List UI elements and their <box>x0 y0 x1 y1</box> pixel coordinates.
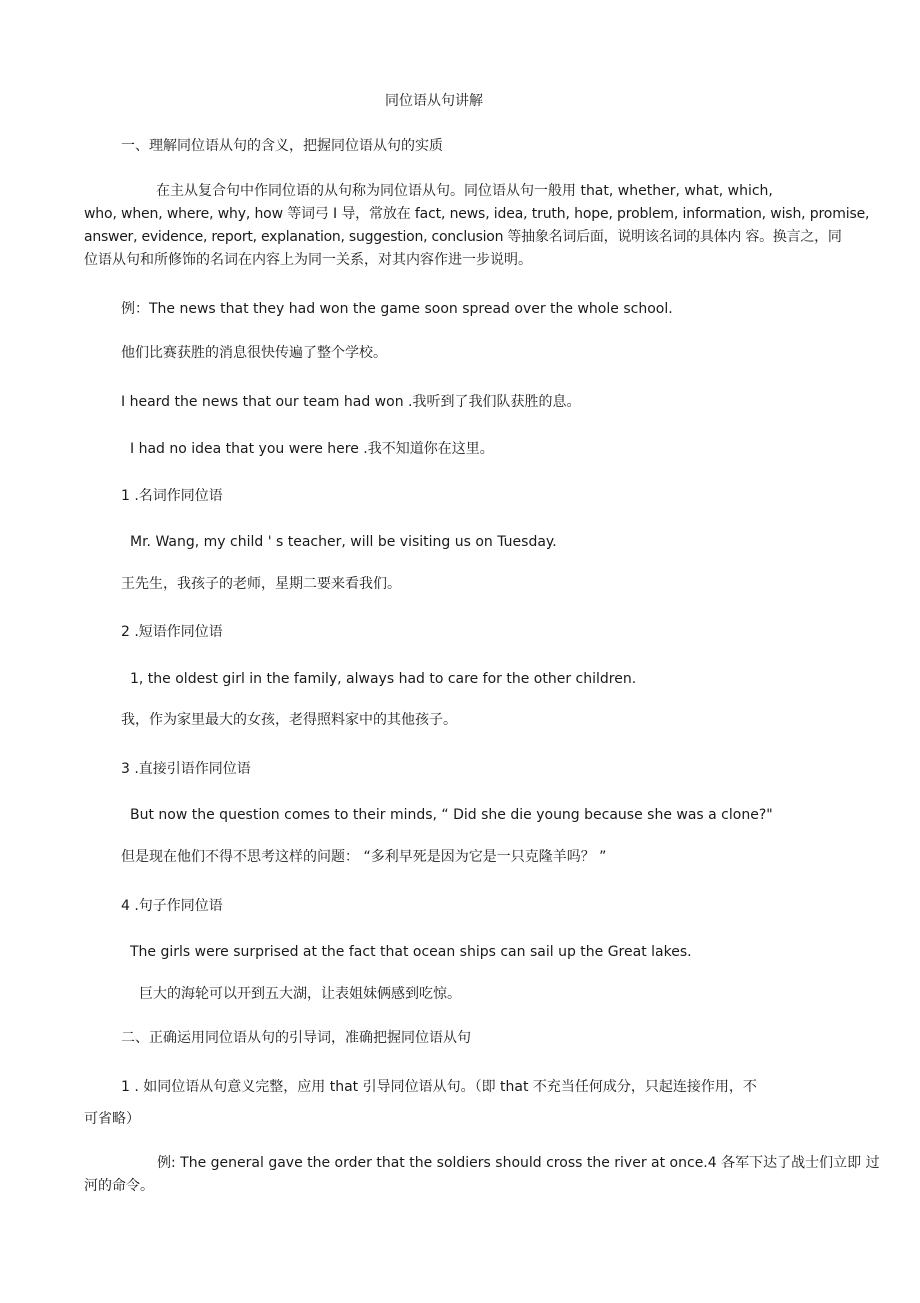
item-2-chinese: 我，作为家里最大的女孩，老得照料家中的其他孩子。 <box>121 712 457 728</box>
item-3-heading: 3 .直接引语作同位语 <box>121 761 251 777</box>
example-2: I heard the news that our team had won .我听到了我们队获胜的息。 <box>121 394 581 410</box>
rule-1-line-1: 1 . 如同位语从句意义完整，应用 that 引导同位语从句。（即 that 不充当任何成分，只起连接作用，不 <box>121 1079 757 1095</box>
intro-line-3: answer, evidence, report, explanation, suggestion, conclusion 等抽象名词后面，说明该名词的具体内 容。换言之，同 <box>84 229 842 245</box>
item-4-heading: 4 .句子作同位语 <box>121 898 223 914</box>
document-title: 同位语从句讲解 <box>385 93 483 109</box>
item-1-heading: 1 .名词作同位语 <box>121 488 223 504</box>
example-1-chinese: 他们比赛获胜的消息很快传遍了整个学校。 <box>121 345 387 361</box>
rule-1-example-line-1: 例: The general gave the order that the soldiers should cross the river at once.4 各军下达了战士们立即 过 <box>157 1155 880 1171</box>
item-4-chinese: 巨大的海轮可以开到五大湖，让表姐妹俩感到吃惊。 <box>139 986 461 1002</box>
example-1-english: 例：The news that they had won the game soon spread over the whole school. <box>121 301 673 317</box>
item-3-english: But now the question comes to their minds, “ Did she die young because she was a clone?" <box>130 807 773 823</box>
item-2-english: 1, the oldest girl in the family, always had to care for the other children. <box>130 671 637 687</box>
intro-paragraph <box>84 180 870 272</box>
example-3: I had no idea that you were here .我不知道你在这里。 <box>130 441 494 457</box>
item-4-english: The girls were surprised at the fact that ocean ships can sail up the Great lakes. <box>130 944 692 960</box>
item-2-heading: 2 .短语作同位语 <box>121 624 223 640</box>
rule-1-example-line-2: 河的命令。 <box>84 1178 154 1194</box>
section-heading-2: 二、正确运用同位语从句的引导词，准确把握同位语从句 <box>121 1030 471 1046</box>
item-3-chinese: 但是现在他们不得不思考这样的问题： “多利早死是因为它是一只克隆羊吗？ ” <box>121 849 607 865</box>
item-1-english: Mr. Wang, my child ' s teacher, will be visiting us on Tuesday. <box>130 534 557 550</box>
intro-line-4: 位语从句和所修饰的名词在内容上为同一关系，对其内容作进一步说明。 <box>84 252 532 268</box>
item-1-chinese: 王先生，我孩子的老师，星期二要来看我们。 <box>121 576 401 592</box>
intro-line-1: 在主从复合句中作同位语的从句称为同位语从句。同位语从句一般用 that, whether, what, which, <box>156 183 773 199</box>
rule-1-line-2: 可省略） <box>84 1111 140 1127</box>
intro-line-2: who, when, where, why, how 等词弓 I 导，常放在 fact, news, idea, truth, hope, problem, information, wish, promise, <box>84 206 870 222</box>
section-heading-1: 一、理解同位语从句的含义，把握同位语从句的实质 <box>121 138 443 154</box>
